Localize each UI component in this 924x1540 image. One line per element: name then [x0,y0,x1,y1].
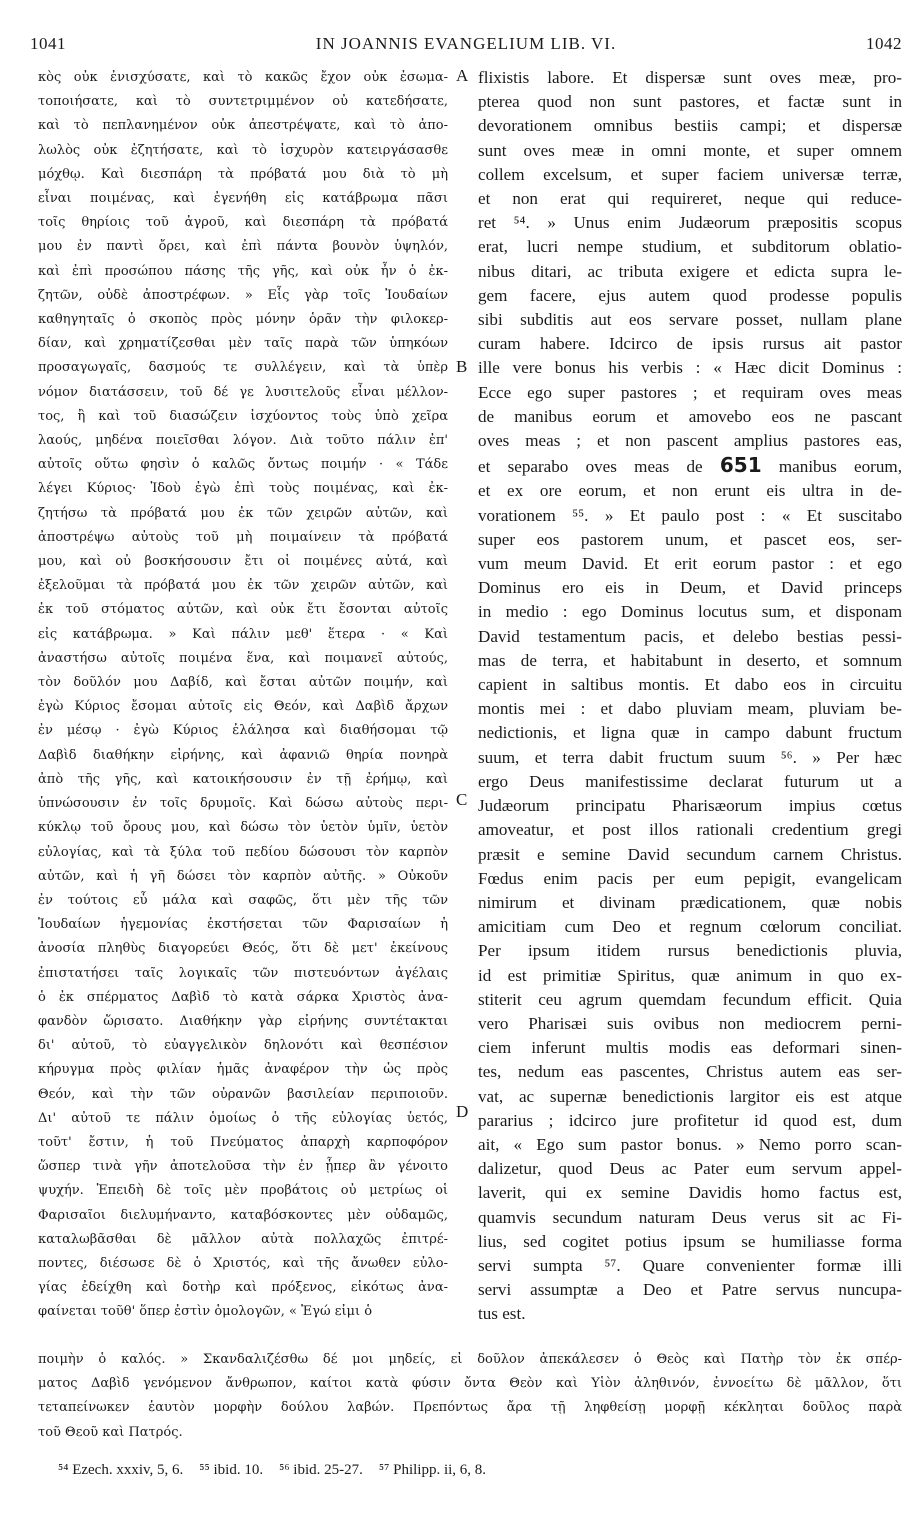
latin-text-line: super eos pastorem unum, et pascet eos, ser- [478,529,902,549]
greek-text-line: τοῖς θηρίοις τοῦ ἀγροῦ, καὶ διεσπάρη τὰ πρόβατά [38,215,448,231]
greek-text-line: καταλωβᾶσθαι δὲ μᾶλλον αὐτὰ πολλαχῶς ἐπιτρέ- [38,1231,448,1247]
latin-text-line: ciem inferunt multis modis eas deformari sinen- [478,1038,902,1058]
greek-text-line: ἐκ τοῦ στόματος αὐτῶν, καὶ οὐκ ἔτι ἔσονται αὐτοῖς [38,602,448,618]
footnote: ⁵⁷ Philipp. ii, 6, 8. [378,1462,487,1478]
latin-text-line: Per ipsum itidem rursus benedictionis pluvia, [478,941,902,961]
right-page-number: 1042 [866,34,902,53]
greek-text-line: τοῦ Θεοῦ καὶ Πατρός. [38,1424,183,1440]
greek-text-line: Θεόν, καὶ τὴν τῶν οὐρανῶν βασιλείαν περιποιοῦν. [38,1086,448,1102]
latin-text-line: mas de terra, et habitabunt in deserto, et somnum [478,650,902,670]
left-page-number: 1041 [30,34,66,53]
latin-text-line: gem facere, ejus autem quod prodesse populis [478,285,902,305]
greek-text-line: ἀνοσία πληθὺς διαγορεύει Θεός, ὅτι δὲ μετ' ἐκείνους [38,941,448,957]
latin-text-line: vero Pharisæi suis ovibus non mediocrem perni- [478,1013,902,1033]
greek-text-line: γίας ἐδείχθη καὶ δοτὴρ καὶ πρόξενος, εἰκότως ἀνα- [38,1280,448,1296]
greek-text-line: λωλὸς οὐκ ἐζητήσατε, καὶ τὸ ἰσχυρὸν κατειργάσασθε [38,142,448,158]
latin-text-line: sibi subditis aut eos servare posset, nullam plane [478,310,902,330]
greek-text-line: ἀπὸ τῆς γῆς, καὶ κατοικήσουσιν ἐν τῇ ἐρήμῳ, καὶ [38,771,448,787]
greek-text-line: προσαγωγαῖς, δασμούς τε συλλέγειν, καὶ τὰ ὑπὲρ [38,360,448,376]
greek-text-line: ζητῶν, οὐδὲ ἀποστρέφων. » Εἷς γὰρ τοῖς Ἰουδαίων [38,287,448,303]
greek-text-line: λαούς, μηδένα ποιεῖσθαι λόγον. Διὰ τοῦτο πάλιν ἐπ' [38,433,448,449]
greek-text-line: νόμον διατάσσειν, τοῦ δέ γε λυσιτελοῦς εἶναι μέλλον- [38,384,448,400]
margin-marker-b: B [456,357,468,376]
latin-text-line: nedictionis, et ligna quæ in campo dabunt fructum [478,723,902,743]
latin-text-line: erat, lucri nempe studium, et subditorum oblatio- [478,237,902,257]
greek-text-line: ἀναστήσω αὐτοῖς ποιμένα ἕνα, καὶ ποιμανεῖ αὐτούς, [38,650,448,666]
greek-text-line: τος, ἢ καὶ τοῦ διασώζειν ἰσχύοντος τοὺς ὑπὸ χεῖρα [38,408,448,424]
greek-text-line: μόχθῳ. Καὶ διεσπάρη τὰ πρόβατά μου διὰ τὸ μὴ [38,166,448,182]
greek-text-line: Φαρισαῖοι διελυμήναντο, καταβόσκοντες μὲν οὐδαμῶς, [38,1207,448,1223]
latin-text-line: tes, nedum eas pascentes, Christus autem eas ser- [478,1062,902,1082]
greek-text-line: ψυχήν. Ἐπειδὴ δὲ τοῖς μὲν προβάτοις οὐ μετρίως οἱ [38,1183,448,1199]
footnote: ⁵⁴ Ezech. xxxiv, 5, 6. [58,1462,184,1478]
latin-text-line: Judæorum principatu Pharisæorum impius cœtus [478,796,902,816]
margin-marker-a: A [456,66,469,85]
greek-text-line: ἐξελοῦμαι τὰ πρόβατά μου ἐκ τῶν χειρῶν αὐτῶν, καὶ [38,578,448,594]
greek-text-line: ποιμὴν ὁ καλός. » Σκανδαλιζέσθω δέ μοι μηδείς, εἰ δοῦλον ἀπεκάλεσεν ὁ Θεὸς καὶ Πατὴρ τὸν ἐκ σπέρ- [38,1352,902,1367]
greek-text-line: καθηγηταῖς ὁ σκοπὸς πρὸς μόνην ὁρᾶν τὴν φιλοκερ- [38,312,448,328]
greek-text-line: καὶ ἐπὶ προσώπου πάσης τῆς γῆς, καὶ οὐκ ἦν ὁ ἐκ- [38,263,448,279]
greek-text-line: μου, καὶ οὐ βοσκήσουσιν ἔτι οἱ ποιμένες αὐτά, καὶ [38,554,448,570]
greek-text-line: κύκλῳ τοῦ ὄρους μου, καὶ δώσω τὸν ὑετὸν ὑμῖν, ὑετὸν [38,820,448,836]
running-title: IN JOANNIS EVANGELIUM LIB. VI. [315,34,617,53]
latin-text-line: præsit e semine David secundum carnem Christus. [478,844,902,864]
latin-text-line: vat, ac supernæ benedictionis largitor eis est atque [478,1086,902,1106]
latin-text-line: Dominus ero eis in Deum, et David princeps [478,578,902,598]
greek-text-line: καὶ τὸ πεπλανημένον οὐκ ἀπεστρέψατε, καὶ τὸ ἀπο- [38,118,448,134]
latin-text-line: laverit, qui ex semine Davidis homo factus est, [478,1183,902,1203]
greek-text-line: κήρυγμα πρὸς φιλίαν ἡμᾶς ἀναφέρον τὴν ὡς πρὸς [38,1062,448,1078]
greek-text-line: φαίνεται τοῦθ' ὅπερ ἐστὶν ὁμολογῶν, « Ἐγώ εἰμι ὁ [38,1304,373,1320]
latin-text-line: sunt oves meæ in omni monte, et super omnem [478,140,902,160]
latin-text-line: servi assumptæ a Deo et Patre servus nuncupa- [478,1280,902,1300]
greek-text-line: ἐν μέσῳ · ἐγὼ Κύριος ἐλάλησα καὶ διαθήσομαι τῷ [38,723,448,739]
latin-text-line: ille vere bonus his verbis : « Hæc dicit Dominus : [478,358,902,378]
greek-text-line: ματος Δαβὶδ γενόμενον ἄνθρωπον, καίτοι κατὰ φύσιν ὄντα Θεὸν καὶ Υἱὸν ἀληθινόν, ἐννοείτω δὲ μᾶλλον, ὅτι [38,1376,902,1392]
latin-text-line: suum, et terra dabit fructum suum ⁵⁶. » Per hæc [478,747,902,767]
greek-text-line: εὐλογίας, καὶ τὰ ξύλα τοῦ πεδίου δώσουσι τὸν καρπὸν [38,844,448,860]
margin-marker-d: D [456,1102,469,1121]
latin-text-line: stiterit ceu agrum quemdam fecundum efficit. Quia [478,989,902,1009]
latin-text-line: David testamentum pacis, et delebo bestias pessi- [478,626,902,646]
latin-text-line: devorationem omnibus bestiis campi; et dispersæ [478,116,902,136]
greek-text-line: ἐγὼ Κύριος ἔσομαι αὐτοῖς εἰς Θεόν, καὶ Δαβὶδ ἄρχων [38,699,448,715]
latin-text-line: Fœdus enim pacis per eum pepigit, evangelicam [478,868,902,888]
greek-text-line: τεταπείνωκεν ἑαυτὸν μορφὴν δούλου λαβών. Πρεπόντως ἄρα τῇ ληφθείσῃ μορφῇ κέκληται δοῦλος παρὰ [38,1400,902,1416]
latin-text-line: servi sumpta ⁵⁷. Quare convenienter formæ illi [478,1255,902,1275]
latin-text-line: vum meum David. Et erit eorum pastor : et ego [478,554,902,574]
greek-text-line: ἀποστρέψω αὐτοὺς τοῦ μὴ ποιμαίνειν τὰ πρόβατά [38,529,448,545]
greek-text-line: τοποιήσατε, καὶ τὸ συντετριμμένον οὐ κατεδήσατε, [38,94,448,110]
latin-text-line: nibus ditari, ac tributa exigere et edicta supra le- [478,261,902,281]
greek-text-line: μου ἐν παντὶ ὄρει, καὶ ἐπὶ πάντα βουνὸν ὑψηλόν, [38,239,448,255]
greek-text-line: φανδὸν ὥρισατο. Διαθήκην γὰρ εἰρήνης συντέτακται [38,1013,448,1029]
latin-text-line: de manibus eorum et amovebo eos ne pascant [478,406,902,426]
greek-text-line: δίαν, καὶ χρηματίζεσθαι μὲν ταῖς παρὰ τῶν ὑπηκόων [38,336,448,352]
column-number: 651 [719,453,762,478]
latin-text-line: et non erat qui requireret, neque qui reduce- [478,189,902,209]
greek-text-line: ὁ ἐκ σπέρματος Δαβὶδ τὸ κατὰ σάρκα Χριστὸς ἀνα- [38,989,448,1005]
footnotes [58,1462,878,1479]
full-width-greek-text [38,1348,902,1445]
greek-text-line: αὐτοῖς οὕτω φησὶν ὁ καλῶς ὄντως ποιμήν · « Τάδε [38,457,448,473]
latin-text-line: vorationem ⁵⁵. » Et paulo post : « Et suscitabo [478,505,902,525]
greek-text-line: ζητήσω τὰ πρόβατά μου ἐκ τῶν χειρῶν αὐτῶν, καὶ [38,505,448,521]
latin-text-line: ret ⁵⁴. » Unus enim Judæorum præpositis scopus [478,213,902,233]
greek-text-line: Δαβὶδ διαθήκην εἰρήνης, καὶ ἀφανιῶ θηρία πονηρὰ [38,747,448,763]
latin-text-line: quamvis secundum naturam Deus verus sit ac Fi- [478,1207,902,1227]
greek-text-line: Δι' αὐτοῦ τε πάλιν ὁμοίως ὁ τῆς εὐλογίας ὑετός, [38,1110,448,1126]
greek-text-line: ποντες, διέσωσε δὲ ὁ Χριστός, καὶ τῆς ἄνωθεν εὐλο- [38,1255,448,1271]
greek-text-line: δι' αὐτοῦ, τὸ εὐαγγελικὸν δηλονότι καὶ θεσπέσιον [38,1038,448,1054]
latin-text-line: id est primitiæ Spiritus, quæ animum in quo ex- [478,965,902,985]
latin-text-line: montis mei : et dabo pluviam meam, pluviam be- [478,699,902,719]
greek-text-line: αὐτῶν, καὶ ἡ γῆ δώσει τὸν καρπὸν αὐτῆς. » Οὐκοῦν [38,868,448,884]
latin-column [478,66,902,1327]
latin-text-line: oves meas ; et non pascent amplius pastores eas, [478,431,902,451]
latin-text-line: curam habere. Idcirco de ipsis rursus ait pastor [478,334,902,354]
footnote: ⁵⁵ ibid. 10. [199,1462,264,1478]
latin-text-line: tus est. [478,1304,526,1324]
greek-text-line: ἐν τούτοις εὖ μάλα καὶ σαφῶς, ὅτι μὲν τῆς τῶν [38,892,448,908]
greek-text-line: κὸς οὐκ ἐνισχύσατε, καὶ τὸ κακῶς ἔχον οὐκ ἐσωμα- [38,70,448,85]
greek-text-line: τὸν δοῦλόν μου Δαβίδ, καὶ ἔσται αὐτῶν ποιμήν, καὶ [38,675,448,691]
latin-text-line: dalizetur, quod Deus ac Pater eum servum appel- [478,1159,902,1179]
greek-text-line: ἐπιστατήσει ταῖς λογικαῖς τῶν πιστευόντων ἀγέλαις [38,965,448,981]
greek-text-line: εἶναι ποιμένας, καὶ ἐγενήθη εἰς κατάβρωμα πᾶσι [38,191,448,207]
latin-text-line: amicitiam cum Deo et regnum cœlorum conciliat. [478,917,902,937]
latin-text-line: pterea quod non sunt pastores, et factæ sunt in [478,92,902,112]
latin-text-line: pararius ; idcirco jure profitetur id quod est, dum [478,1110,902,1130]
greek-text-line: Ἰουδαίων ἡγεμονίας ἐκστήσεται τῶν Φαρισαίων ἡ [38,917,448,933]
latin-text-line: et ex ore eorum, et non erunt eis ultra in de- [478,481,902,501]
latin-text-line: capient in saltibus montis. Et dabo eos in circuitu [478,675,902,695]
greek-text-line: εἰς κατάβρωμα. » Καὶ πάλιν μεθ' ἕτερα · « Καὶ [38,626,448,642]
latin-text-line: lius, sed cogitet potius ipsum se humiliasse forma [478,1231,902,1251]
page-header [30,34,902,58]
latin-text-line: Ecce ego super pastores ; et requiram oves meas [478,382,902,402]
greek-text-line: ὑπνώσουσιν ἐν τοῖς δρυμοῖς. Καὶ δώσω αὐτοὺς περι- [38,796,448,812]
greek-text-line: ὥσπερ τινὰ γῆν ἀποτελοῦσα τὴν ἐν ᾗπερ ἂν γένοιτο [38,1159,448,1175]
latin-text-line: in medio : ego Dominus locutus sum, et disponam [478,602,902,622]
latin-text-line: amoveatur, et post illos rationali credentium gregi [478,820,902,840]
latin-text-line: ergo Deus manifestissime declarat futurum ut a [478,771,902,791]
latin-text-line: et separabo oves meas de 651 manibus eorum, [478,453,902,478]
greek-text-line: λέγει Κύριος· Ἰδοὺ ἐγὼ ἐπὶ τοὺς ποιμένας, καὶ ἐκ- [38,481,448,497]
latin-text-line: collem excelsum, et super faciem universæ terræ, [478,164,902,184]
latin-text-line: flixistis labore. Et dispersæ sunt oves meæ, pro- [478,68,902,87]
latin-text-line: ait, « Ego sum pastor bonus. » Nemo porro scan- [478,1134,902,1154]
latin-text-line: nimirum et divinam prædicationem, quæ nobis [478,892,902,912]
margin-marker-c: C [456,790,468,809]
greek-text-line: τοῦτ' ἔστιν, ἡ τοῦ Πνεύματος ἀπαρχὴ καρποφόρον [38,1134,448,1150]
footnote: ⁵⁶ ibid. 25-27. [279,1462,363,1478]
greek-column [38,66,448,1325]
